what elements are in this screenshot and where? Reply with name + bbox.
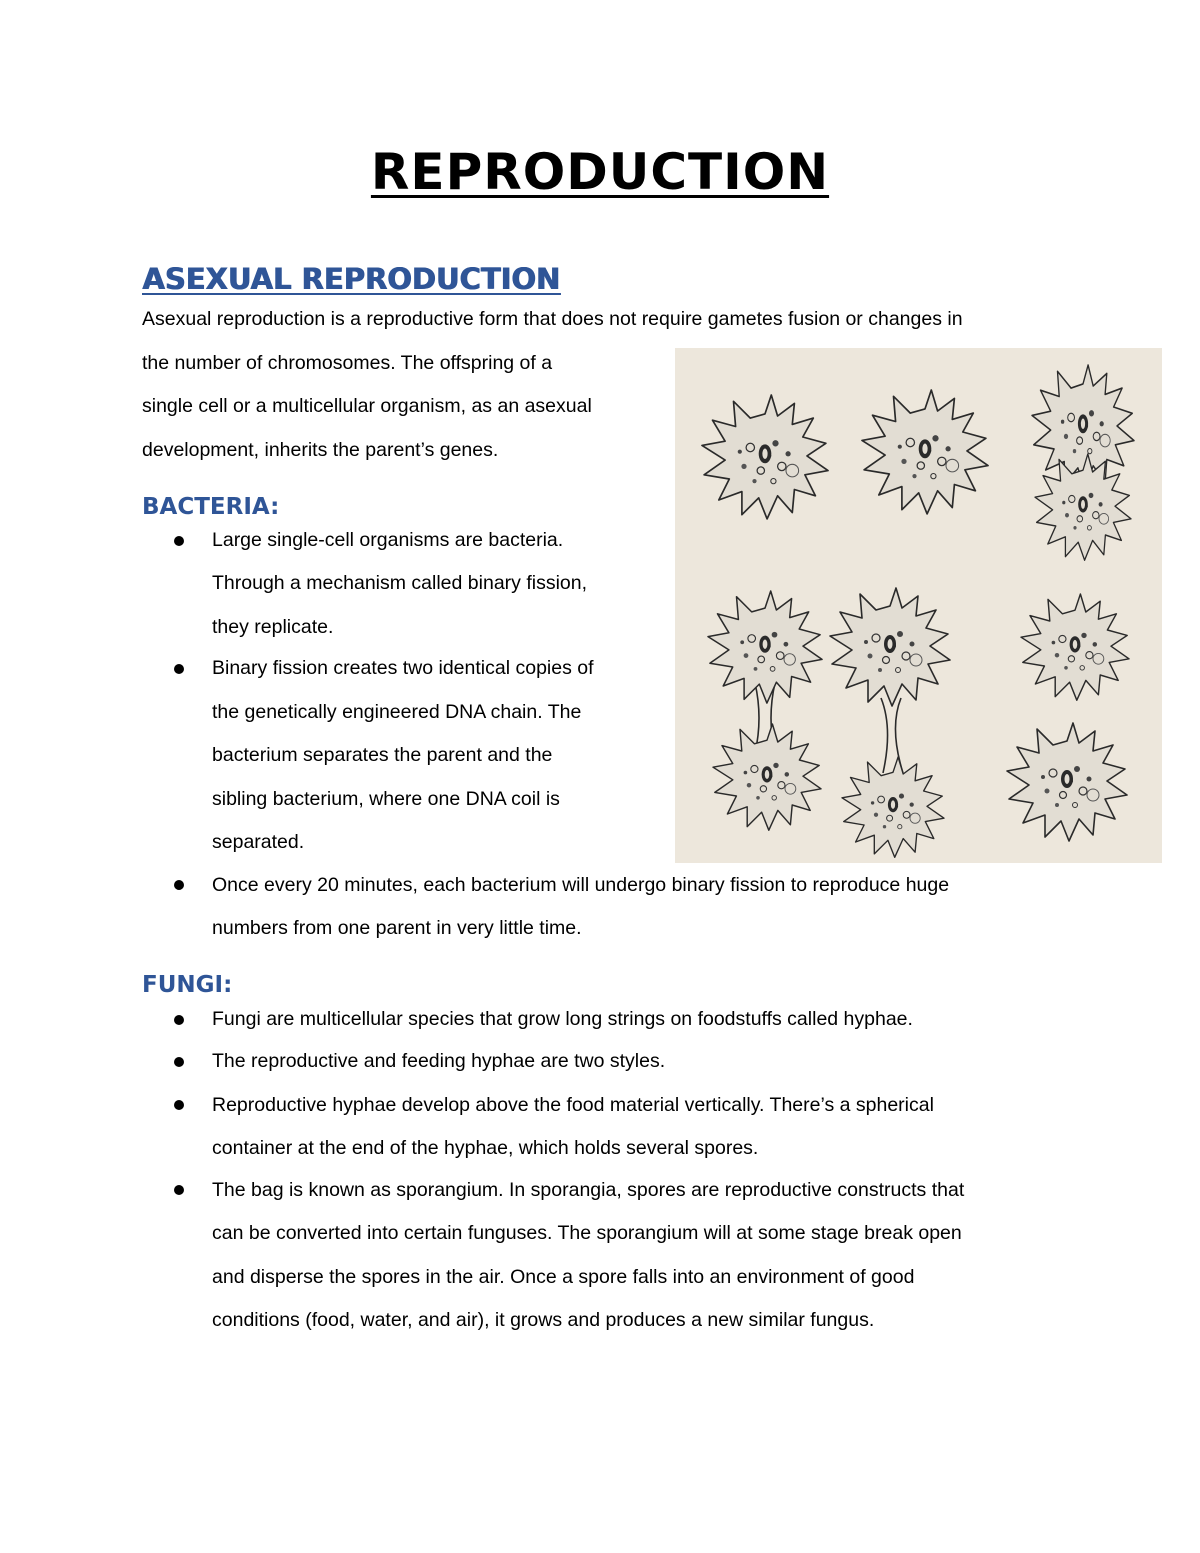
fungi-bullet-1-line-1: Fungi are multicellular species that grow long strings on foodstuffs called hyphae.	[212, 1008, 913, 1030]
bullet-icon	[174, 1100, 184, 1110]
intro-line-4: development, inherits the parent’s genes.	[142, 439, 499, 461]
fungi-bullet-4-line-2: can be converted into certain funguses. The sporangium will at some stage break open	[212, 1222, 962, 1244]
bacteria-bullet-2-line-3: bacterium separates the parent and the	[212, 744, 553, 766]
amoeba-illustration	[675, 348, 1162, 863]
bullet-icon	[174, 1015, 184, 1025]
heading-asexual-reproduction: ASEXUAL REPRODUCTION	[142, 262, 560, 296]
fungi-bullet-3-line-2: container at the end of the hyphae, which holds several spores.	[212, 1137, 759, 1159]
fungi-bullet-3-line-1: Reproductive hyphae develop above the food material vertically. There’s a spherical	[212, 1094, 934, 1116]
bullet-icon	[174, 664, 184, 674]
bacteria-bullet-3-line-2: numbers from one parent in very little time.	[212, 917, 582, 939]
bacteria-bullet-2-line-2: the genetically engineered DNA chain. The	[212, 701, 582, 723]
fungi-bullet-2-line-1: The reproductive and feeding hyphae are two styles.	[212, 1050, 666, 1072]
bullet-icon	[174, 536, 184, 546]
intro-line-1: Asexual reproduction is a reproductive form that does not require gametes fusion or changes in	[142, 308, 963, 330]
heading-bacteria: BACTERIA:	[142, 494, 280, 520]
intro-line-2: the number of chromosomes. The offspring of a	[142, 352, 553, 374]
page-title: REPRODUCTION	[370, 143, 830, 201]
bacteria-bullet-1-line-3: they replicate.	[212, 616, 334, 638]
bacteria-bullet-1-line-1: Large single-cell organisms are bacteria.	[212, 529, 564, 551]
fungi-bullet-4-line-4: conditions (food, water, and air), it grows and produces a new similar fungus.	[212, 1309, 875, 1331]
bullet-icon	[174, 1057, 184, 1067]
heading-fungi: FUNGI:	[142, 972, 233, 998]
bullet-icon	[174, 1185, 184, 1195]
bullet-icon	[174, 880, 184, 890]
fungi-bullet-4-line-3: and disperse the spores in the air. Once a spore falls into an environment of good	[212, 1266, 915, 1288]
bacteria-bullet-2-line-4: sibling bacterium, where one DNA coil is	[212, 788, 560, 810]
bacteria-bullet-2-line-1: Binary fission creates two identical copies of	[212, 657, 594, 679]
bacteria-bullet-3-line-1: Once every 20 minutes, each bacterium will undergo binary fission to reproduce huge	[212, 874, 950, 896]
amoeba-illustration-icon	[675, 348, 1162, 863]
bacteria-bullet-1-line-2: Through a mechanism called binary fission,	[212, 572, 588, 594]
intro-line-3: single cell or a multicellular organism, as an asexual	[142, 395, 592, 417]
fungi-bullet-4-line-1: The bag is known as sporangium. In sporangia, spores are reproductive constructs that	[212, 1179, 965, 1201]
bacteria-bullet-2-line-5: separated.	[212, 831, 305, 853]
